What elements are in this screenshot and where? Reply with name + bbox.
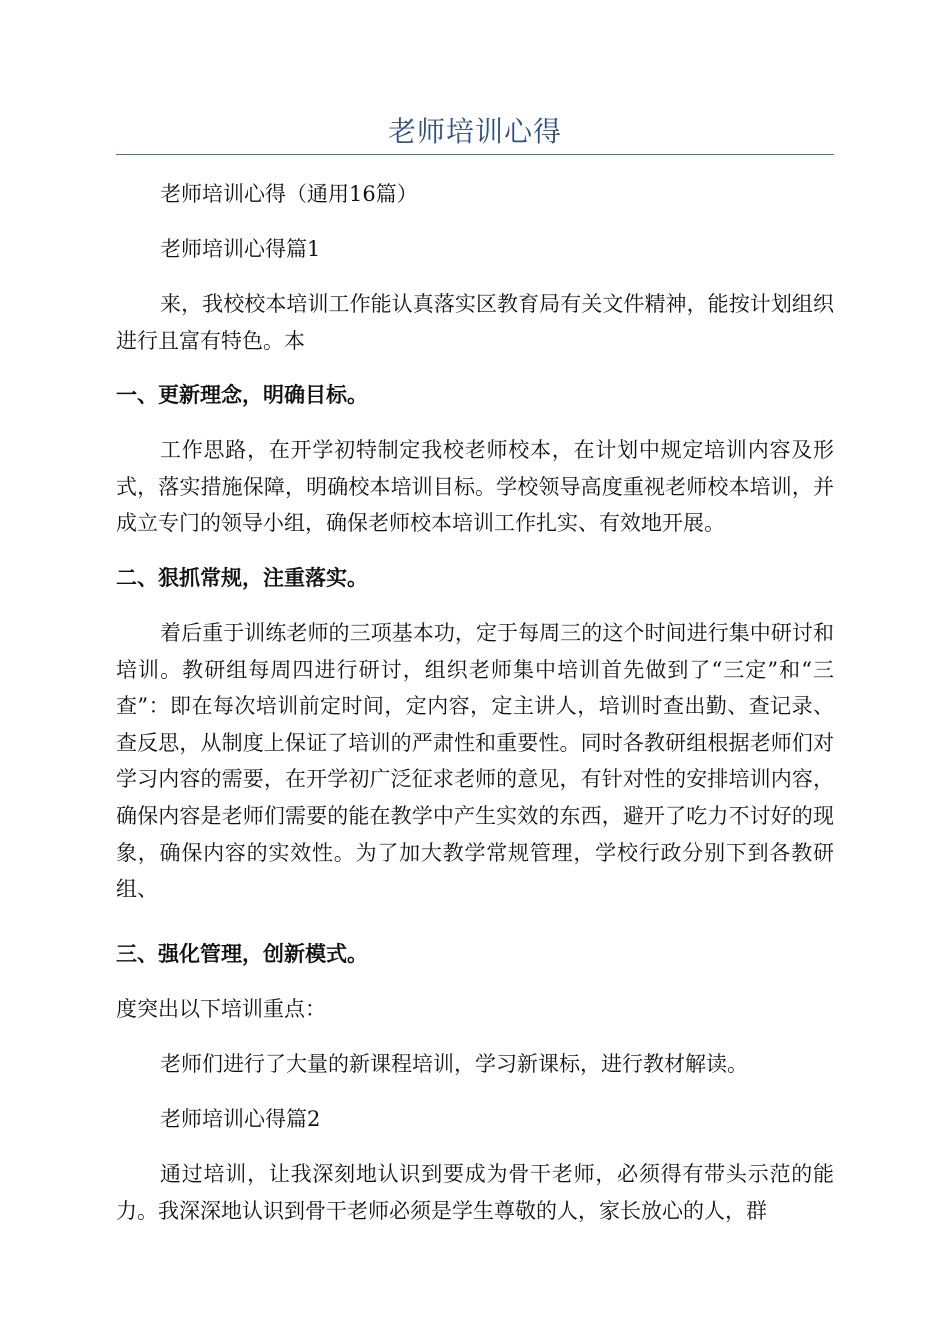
section-heading: 三、强化管理，创新模式。 <box>116 941 368 966</box>
title-underline <box>116 154 834 155</box>
paragraph-body: 通过培训，让我深刻地认识到要成为骨干老师，必须得有带头示范的能力。我深深地认识到骨干老师必须是学生尊敬的人，家长放心的人，群 <box>116 1162 834 1223</box>
section-heading: 二、狠抓常规，注重落实。 <box>116 565 368 590</box>
paragraph-body: 着后重于训练老师的三项基本功，定于每周三的这个时间进行集中研讨和培训。教研组每周四进行研讨，组织老师集中培训首先做到了“三定”和“三查”：即在每次培训前定时间，定内容，定主讲人，培训时查出勤、查记录、查反思，从制度上保证了培训的严肃性和重要性。同时各教研组根据老师们对学习内容的需要，在开学初广泛征求老师的意见，有针对性的安排培训内容，确保内容是老师们需要的能在教学中产生实效的东西，避开了吃力不讨好的现象，确保内容的实效性。为了加大教学常规管理，学校行政分别下到各教研组、 <box>116 621 834 902</box>
paragraph-subtitle: 老师培训心得（通用16篇） <box>160 182 418 206</box>
paragraph-section-2-heading: 老师培训心得篇2 <box>160 1107 321 1131</box>
paragraph-body: 度突出以下培训重点： <box>116 997 326 1021</box>
paragraph-body: 工作思路，在开学初特制定我校老师校本，在计划中规定培训内容及形式，落实措施保障，明确校本培训目标。学校领导高度重视老师校本培训，并成立专门的领导小组，确保老师校本培训工作扎实、有效地开展。 <box>116 438 834 536</box>
paragraph-section-1-heading: 老师培训心得篇1 <box>160 237 321 261</box>
paragraph-body: 来，我校校本培训工作能认真落实区教育局有关文件精神，能按计划组织进行且富有特色。本 <box>116 292 834 353</box>
document-title: 老师培训心得 <box>387 115 562 148</box>
paragraph-body: 老师们进行了大量的新课程培训，学习新课标，进行教材解读。 <box>160 1052 748 1076</box>
section-heading: 一、更新理念，明确目标。 <box>116 382 368 407</box>
